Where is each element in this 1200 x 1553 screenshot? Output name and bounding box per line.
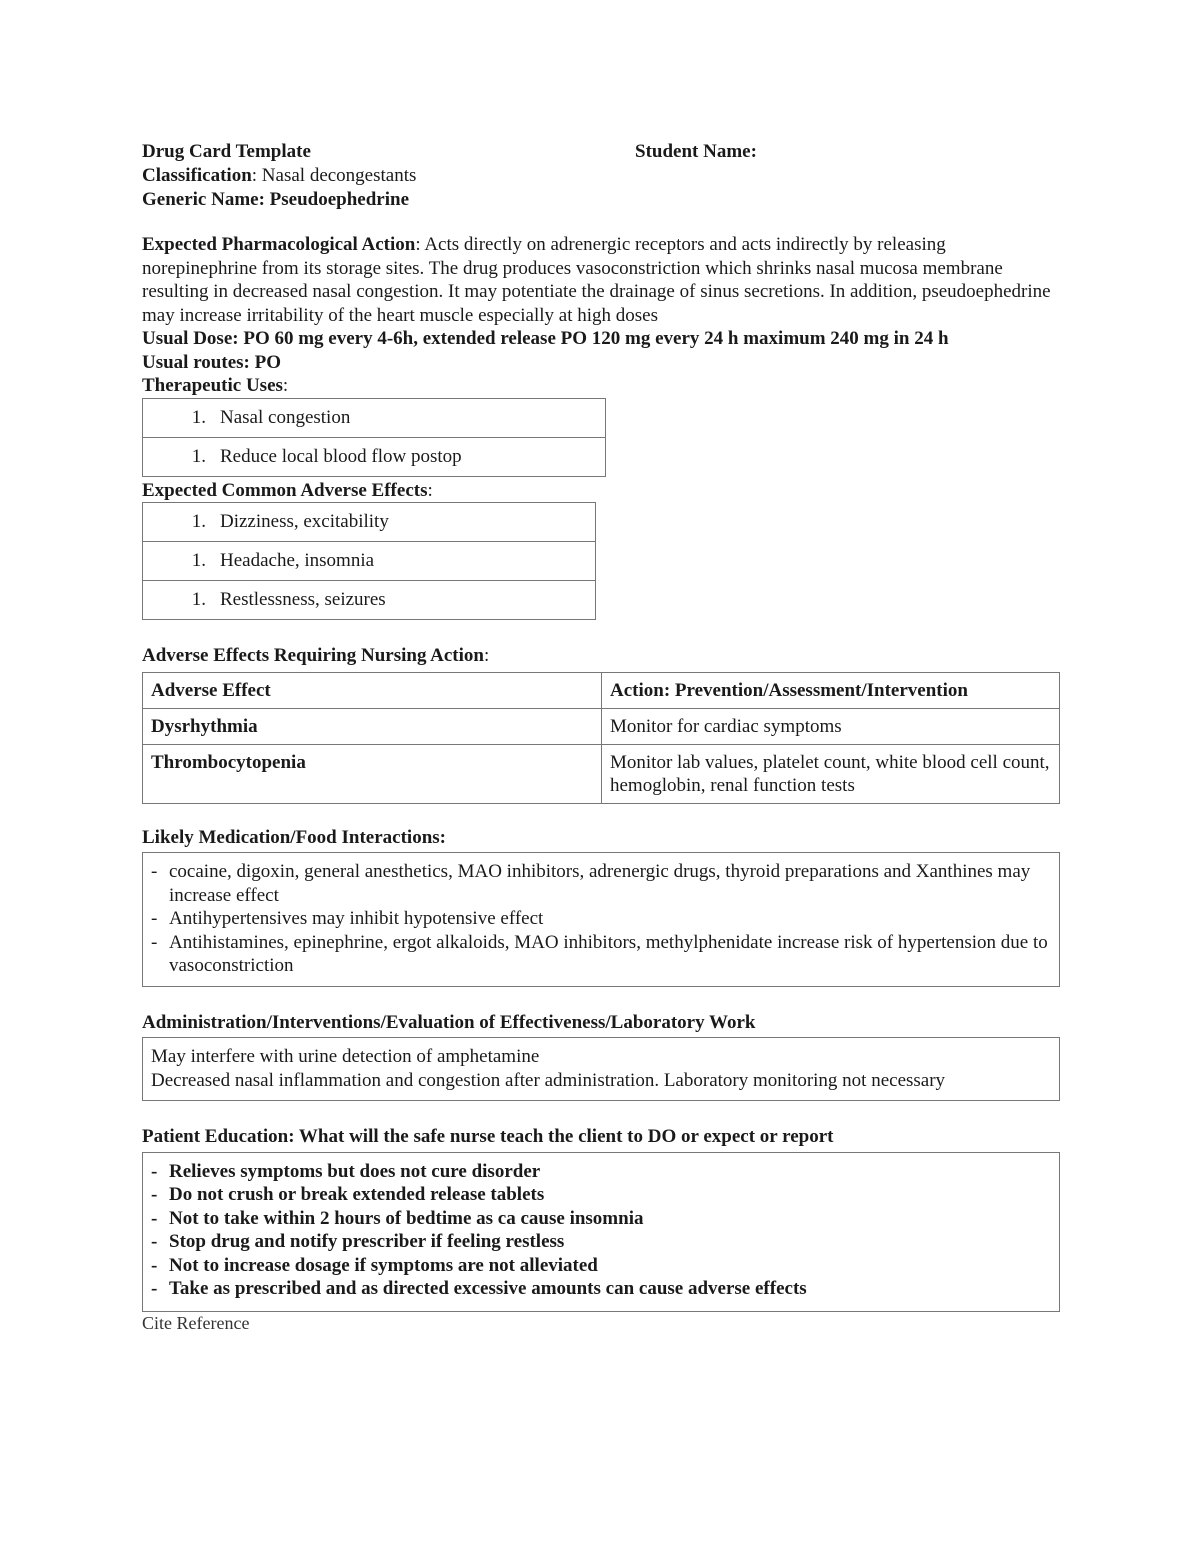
table-row <box>143 437 606 476</box>
adverse-effects-colon: : <box>427 479 433 501</box>
list-item <box>151 1254 1051 1278</box>
table-row <box>143 542 596 581</box>
dash-bullet: - <box>151 1207 158 1229</box>
nursing-action-label: Adverse Effects Requiring Nursing Action <box>142 645 484 666</box>
list-number: 1. <box>191 550 206 571</box>
card-title: Drug Card Template <box>142 141 311 162</box>
administration-box <box>142 1037 1060 1101</box>
nursing-action-colon: : <box>483 645 490 666</box>
list-item <box>143 503 596 542</box>
adverse-effects-heading <box>142 479 1060 503</box>
administration-line: May interfere with urine detection of amphetamine <box>151 1046 540 1067</box>
dash-bullet: - <box>151 908 158 929</box>
interactions-heading: Likely Medication/Food Interactions: <box>142 826 446 848</box>
student-name-label: Student Name: <box>635 141 757 162</box>
table-row <box>143 581 596 620</box>
list-item <box>151 1277 1051 1301</box>
table-row <box>143 744 1060 803</box>
list-item-text: Not to take within 2 hours of bedtime as ca cause insomnia <box>169 1207 644 1229</box>
table-row <box>143 398 606 437</box>
interactions-box <box>142 852 1060 987</box>
list-item <box>151 1183 1051 1207</box>
usual-dose: Usual Dose: PO 60 mg every 4-6h, extended release PO 120 mg every 24 h maximum 240 mg in 24 h <box>142 328 949 349</box>
pharmacological-action <box>142 233 1060 327</box>
list-item <box>151 1160 1051 1184</box>
list-item-text: Take as prescribed and as directed excessive amounts can cause adverse effects <box>169 1278 807 1299</box>
action-text: : Acts directly on adrenergic receptors and acts indirectly by releasing norepinephrine from its storage sites. The drug produces vasoconstriction which shrinks nasal mucosa membrane resulting in decreased nasal congestion. It may potentiate the drainage of sinus secretions. In addition, pseudoephedrine may increase irritability of the heart muscle especially at high doses <box>142 234 1051 326</box>
classification-label: Classification <box>142 165 252 186</box>
column-header-adverse-effect: Adverse Effect <box>143 672 602 708</box>
list-item <box>143 398 606 437</box>
dash-bullet: - <box>151 861 158 882</box>
list-item <box>151 1230 1051 1254</box>
list-item-text: Nasal congestion <box>220 406 351 428</box>
list-item <box>151 931 1051 978</box>
list-item <box>143 542 596 581</box>
effect-cell: Thrombocytopenia <box>143 744 602 803</box>
list-item <box>143 581 596 620</box>
generic-name: Generic Name: Pseudoephedrine <box>142 188 410 210</box>
therapeutic-uses-colon: : <box>282 375 289 396</box>
dash-bullet: - <box>151 931 158 953</box>
column-header-action: Action: Prevention/Assessment/Intervention <box>602 672 1060 708</box>
dash-bullet: - <box>151 1254 158 1276</box>
action-cell: Monitor for cardiac symptoms <box>602 708 1060 744</box>
cite-reference: Cite Reference <box>142 1312 250 1333</box>
dash-bullet: - <box>151 1231 158 1252</box>
nursing-action-table <box>142 672 1060 804</box>
dash-bullet: - <box>151 1160 158 1182</box>
therapeutic-uses-table <box>142 398 606 477</box>
therapeutic-uses-heading <box>142 374 1060 398</box>
table-header-row <box>143 672 1060 708</box>
drug-card-page <box>142 140 1060 1335</box>
classification-line <box>142 164 1060 188</box>
list-item-text: Stop drug and notify prescriber if feeling restless <box>169 1231 565 1252</box>
list-item-text: Antihistamines, epinephrine, ergot alkaloids, MAO inhibitors, methylphenidate increase risk of hypertension due to vasoconstriction <box>169 931 1048 976</box>
administration-heading: Administration/Interventions/Evaluation of Effectiveness/Laboratory Work <box>142 1011 756 1033</box>
list-item <box>143 437 606 476</box>
dash-bullet: - <box>151 1184 158 1205</box>
adverse-effects-table <box>142 502 596 620</box>
effect-cell: Dysrhythmia <box>143 708 602 744</box>
table-row <box>143 708 1060 744</box>
list-item-text: Relieves symptoms but does not cure disorder <box>169 1160 541 1182</box>
action-cell: Monitor lab values, platelet count, white blood cell count, hemoglobin, renal function tests <box>602 744 1060 803</box>
list-item-text: cocaine, digoxin, general anesthetics, MAO inhibitors, adrenergic drugs, thyroid preparations and Xanthines may increase effect <box>169 861 1031 906</box>
education-box <box>142 1152 1060 1312</box>
education-heading: Patient Education: What will the safe nurse teach the client to DO or expect or report <box>142 1126 834 1147</box>
administration-line: Decreased nasal inflammation and congestion after administration. Laboratory monitoring not necessary <box>151 1069 946 1091</box>
list-number: 1. <box>191 406 206 428</box>
list-item <box>151 907 1051 931</box>
usual-routes: Usual routes: PO <box>142 351 281 373</box>
list-item-text: Not to increase dosage if symptoms are not alleviated <box>169 1254 598 1276</box>
action-label: Expected Pharmacological Action <box>142 234 416 255</box>
list-item <box>151 1207 1051 1231</box>
list-item-text: Antihypertensives may inhibit hypotensive effect <box>169 908 544 929</box>
list-item <box>151 860 1051 907</box>
dash-bullet: - <box>151 1278 158 1299</box>
list-item-text: Headache, insomnia <box>220 550 375 571</box>
classification-value: : Nasal decongestants <box>251 165 417 186</box>
list-number: 1. <box>191 589 206 610</box>
list-number: 1. <box>191 445 206 467</box>
table-row <box>143 503 596 542</box>
list-item-text: Restlessness, seizures <box>220 589 386 610</box>
therapeutic-uses-label: Therapeutic Uses <box>142 375 283 396</box>
list-item-text: Reduce local blood flow postop <box>220 445 462 467</box>
list-item-text: Dizziness, excitability <box>220 511 389 532</box>
list-item-text: Do not crush or break extended release tablets <box>169 1184 545 1205</box>
list-number: 1. <box>191 511 206 532</box>
header-row <box>142 140 1060 164</box>
nursing-action-heading <box>142 644 1060 668</box>
adverse-effects-label: Expected Common Adverse Effects <box>142 479 428 501</box>
